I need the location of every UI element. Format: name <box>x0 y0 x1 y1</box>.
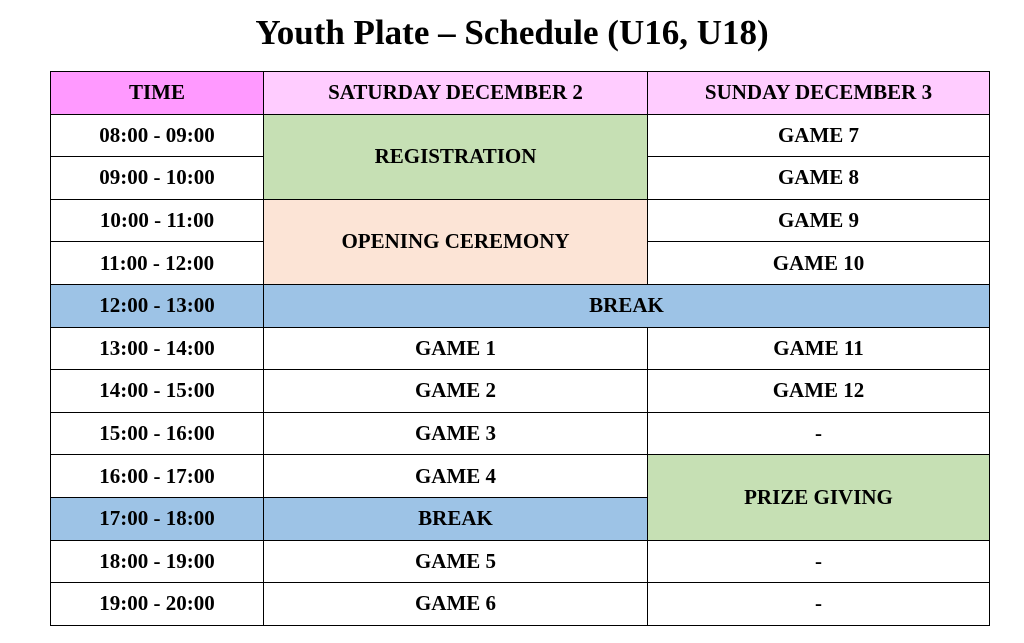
time-cell: 18:00 - 19:00 <box>51 540 264 583</box>
opening-ceremony-cell: OPENING CEREMONY <box>264 199 648 284</box>
table-row <box>51 114 990 157</box>
sunday-cell: GAME 11 <box>648 327 990 370</box>
header-row <box>51 72 990 115</box>
sunday-cell: - <box>648 412 990 455</box>
sunday-cell: - <box>648 540 990 583</box>
saturday-cell: GAME 6 <box>264 583 648 626</box>
header-time: TIME <box>51 72 264 115</box>
table-row <box>51 412 990 455</box>
table-row <box>51 327 990 370</box>
time-cell: 08:00 - 09:00 <box>51 114 264 157</box>
lunch-break-cell: BREAK <box>264 284 990 327</box>
time-cell: 16:00 - 17:00 <box>51 455 264 498</box>
schedule-table <box>50 71 990 626</box>
sunday-cell: GAME 10 <box>648 242 990 285</box>
table-row <box>51 583 990 626</box>
registration-cell: REGISTRATION <box>264 114 648 199</box>
sunday-cell: - <box>648 583 990 626</box>
sunday-cell: GAME 9 <box>648 199 990 242</box>
table-row <box>51 199 990 242</box>
saturday-cell: GAME 4 <box>264 455 648 498</box>
sunday-cell: GAME 12 <box>648 370 990 413</box>
saturday-cell: GAME 3 <box>264 412 648 455</box>
table-row <box>51 370 990 413</box>
time-cell: 15:00 - 16:00 <box>51 412 264 455</box>
time-cell: 12:00 - 13:00 <box>51 284 264 327</box>
saturday-break-cell: BREAK <box>264 497 648 540</box>
table-row <box>51 284 990 327</box>
saturday-cell: GAME 5 <box>264 540 648 583</box>
sunday-cell: GAME 8 <box>648 157 990 200</box>
table-row <box>51 540 990 583</box>
table-row <box>51 455 990 498</box>
time-cell: 09:00 - 10:00 <box>51 157 264 200</box>
header-saturday: SATURDAY DECEMBER 2 <box>264 72 648 115</box>
time-cell: 14:00 - 15:00 <box>51 370 264 413</box>
time-cell: 19:00 - 20:00 <box>51 583 264 626</box>
prize-giving-cell: PRIZE GIVING <box>648 455 990 540</box>
time-cell: 17:00 - 18:00 <box>51 497 264 540</box>
time-cell: 10:00 - 11:00 <box>51 199 264 242</box>
header-sunday: SUNDAY DECEMBER 3 <box>648 72 990 115</box>
time-cell: 11:00 - 12:00 <box>51 242 264 285</box>
saturday-cell: GAME 1 <box>264 327 648 370</box>
saturday-cell: GAME 2 <box>264 370 648 413</box>
time-cell: 13:00 - 14:00 <box>51 327 264 370</box>
page-title: Youth Plate – Schedule (U16, U18) <box>255 13 769 52</box>
sunday-cell: GAME 7 <box>648 114 990 157</box>
